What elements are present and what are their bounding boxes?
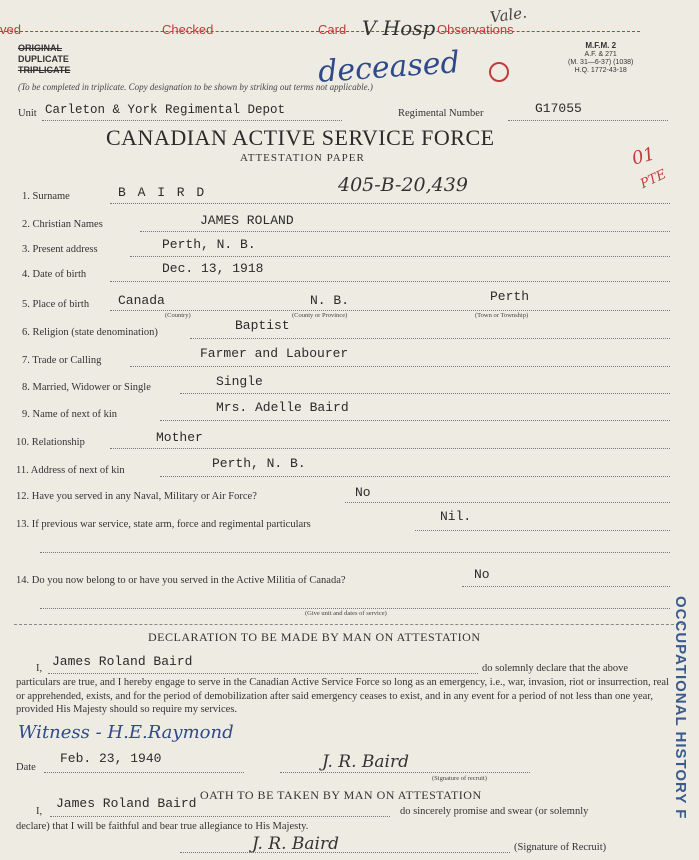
present-address-label: 3. Present address	[22, 244, 98, 255]
oath-text-line2: declare) that I will be faithful and bear true allegiance to His Majesty.	[16, 821, 309, 832]
declaration-solemn: do solemnly declare that the above	[482, 663, 629, 674]
declaration-text: particulars are true, and I hereby engage to serve in the Canadian Active Service Force so long as an emergency, i.e., war, invasion, riot or insurrection, real or apprehended, exists, and for the period of demobilization after said emergency ceases to exist, and in any event for a period of not less than one year, provided His Majesty should so require my services.	[16, 677, 669, 715]
marital-status-label: 8. Married, Widower or Single	[22, 382, 151, 393]
trade-value: Farmer and Labourer	[200, 346, 349, 361]
rank-number: 01	[629, 143, 658, 170]
red-circle-mark	[489, 62, 509, 82]
relationship-label: 10. Relationship	[16, 437, 85, 448]
surname-value: B A I R D	[118, 185, 207, 200]
unit-value: Carleton & York Regimental Depot	[45, 103, 286, 117]
province-caption: (County or Province)	[292, 312, 348, 319]
form-code-line3: H.Q. 1772-43-18	[574, 67, 627, 74]
form-code-line1: A.F. & 271	[584, 51, 617, 58]
oath-name: James Roland Baird	[56, 796, 197, 811]
regimental-number-label: Regimental Number	[398, 108, 484, 119]
oath-signature: J. R. Baird	[252, 834, 339, 854]
date-of-birth-value: Dec. 13, 1918	[162, 261, 264, 276]
vale-note: Vale.	[488, 3, 528, 27]
copy-triplicate: TRIPLICATE	[18, 65, 71, 75]
next-of-kin-value: Mrs. Adelle Baird	[216, 400, 349, 415]
militia-caption: (Give unit and dates of service)	[305, 610, 387, 617]
hosp-note: V Hosp	[362, 16, 436, 40]
header-checked: Checked	[162, 22, 214, 37]
present-address-value: Perth, N. B.	[162, 237, 256, 252]
place-of-birth-label: 5. Place of birth	[22, 299, 90, 310]
surname-label: 1. Surname	[22, 191, 70, 202]
rank-note: PTE	[638, 167, 669, 192]
form-code-line2: (M. 31—6-37) (1038)	[568, 59, 634, 66]
witness-signature: Witness - H.E.Raymond	[18, 722, 234, 743]
previous-service-value: Nil.	[440, 509, 472, 524]
oath-text-line1: do sincerely promise and swear (or solemnly	[400, 806, 589, 817]
relationship-value: Mother	[156, 430, 203, 445]
unit-label: Unit	[18, 108, 37, 119]
christian-names-label: 2. Christian Names	[22, 219, 103, 230]
religion-value: Baptist	[235, 318, 290, 333]
served-label: 12. Have you served in any Naval, Military or Air Force?	[16, 491, 257, 502]
served-value: No	[355, 485, 371, 500]
birth-province-value: N. B.	[310, 293, 350, 308]
header-observations: Observations	[437, 22, 514, 37]
previous-service-label: 13. If previous war service, state arm, force and regimental particulars	[16, 519, 311, 530]
declaration-date: Feb. 23, 1940	[60, 751, 162, 766]
declaration-heading: DECLARATION TO BE MADE BY MAN ON ATTESTATION	[148, 630, 481, 644]
deceased-stamp: deceased	[316, 45, 461, 90]
section-divider	[14, 624, 684, 625]
declaration-name: James Roland Baird	[52, 654, 193, 669]
next-of-kin-address-label: 11. Address of next of kin	[16, 465, 125, 476]
trade-label: 7. Trade or Calling	[22, 355, 102, 366]
form-code: M.F.M. 2	[585, 41, 617, 50]
form-code-block	[568, 42, 633, 75]
declaration-i: I,	[36, 663, 43, 674]
copy-designations	[18, 43, 70, 76]
marital-status-value: Single	[216, 374, 263, 389]
file-number: 405-B-20,439	[338, 174, 468, 196]
declaration-signature-caption: (Signature of recruit)	[432, 775, 487, 782]
active-militia-label: 14. Do you now belong to or have you served in the Active Militia of Canada?	[16, 575, 346, 586]
active-militia-value: No	[474, 567, 490, 582]
next-of-kin-address-value: Perth, N. B.	[212, 456, 306, 471]
date-of-birth-label: 4. Date of birth	[22, 269, 87, 280]
side-stamp: OCCUPATIONAL HISTORY F	[672, 596, 689, 820]
town-caption: (Town or Township)	[475, 312, 529, 319]
oath-i: I,	[36, 806, 43, 817]
birth-country-value: Canada	[118, 293, 165, 308]
religion-label: 6. Religion (state denomination)	[22, 327, 158, 338]
declaration-signature: J. R. Baird	[322, 752, 409, 772]
christian-names-value: JAMES ROLAND	[200, 213, 294, 228]
form-subtitle: ATTESTATION PAPER	[240, 152, 365, 164]
birth-town-value: Perth	[490, 289, 530, 304]
form-title: CANADIAN ACTIVE SERVICE FORCE	[106, 125, 495, 150]
next-of-kin-label: 9. Name of next of kin	[22, 409, 118, 420]
oath-heading: OATH TO BE TAKEN BY MAN ON ATTESTATION	[200, 788, 482, 802]
oath-signature-caption: (Signature of Recruit)	[514, 842, 607, 853]
regimental-number-value: G17055	[535, 101, 582, 116]
country-caption: (Country)	[165, 312, 191, 319]
header-card: Card	[318, 22, 347, 37]
header-ved: ved	[0, 22, 21, 37]
instruction-note: (To be completed in triplicate. Copy designation to be shown by striking out terms not applicable.)	[18, 82, 373, 92]
date-label: Date	[16, 762, 36, 773]
copy-original: ORIGINAL	[18, 43, 62, 53]
copy-duplicate: DUPLICATE	[18, 54, 69, 64]
